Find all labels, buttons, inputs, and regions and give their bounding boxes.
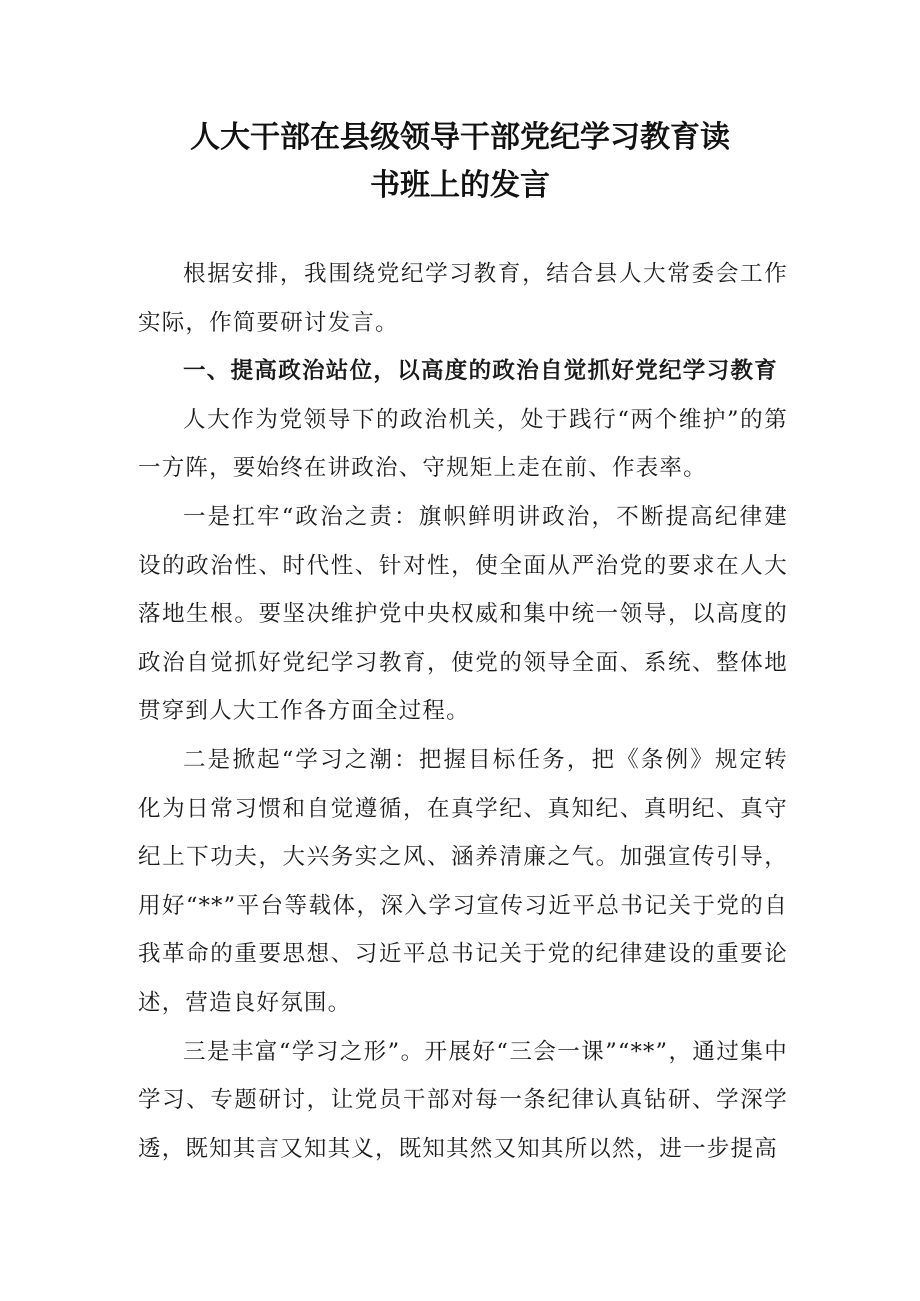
paragraph-point-2: 二是掀起“学习之潮：把握目标任务，把《条例》规定转化为日常习惯和自觉遵循，在真学纪、真知纪、真明纪、真守纪上下功夫，大兴务实之风、涵养清廉之气。加强宣传引导，用好“**”平台等载体，深入学习宣传习近平总书记关于党的自我革命的重要思想、习近平总书记关于党的纪律建设的重要论述，营造良好氛围。	[138, 746, 788, 1016]
document-body	[138, 250, 788, 1173]
paragraph-section-1-intro: 人大作为党领导下的政治机关，处于践行“两个维护”的第一方阵，要始终在讲政治、守规矩上走在前、作表率。	[138, 406, 788, 482]
document-title-line-2: 书班上的发言	[370, 168, 550, 203]
document-title-line-1: 人大干部在县级领导干部党纪学习教育读	[190, 120, 730, 155]
paragraph-point-3: 三是丰富“学习之形”。开展好“三会一课”“**”，通过集中学习、专题研讨，让党员干部对每一条纪律认真钻研、学深学透，既知其言又知其义，既知其然又知其所以然，进一步提高	[138, 1038, 788, 1162]
paragraph-point-1: 一是扛牢“政治之责：旗帜鲜明讲政治，不断提高纪律建设的政治性、时代性、针对性，使全面从严治党的要求在人大落地生根。要坚决维护党中央权威和集中统一领导，以高度的政治自觉抓好党纪学习教育，使党的领导全面、系统、整体地贯穿到人大工作各方面全过程。	[138, 503, 788, 725]
paragraph-intro: 根据安排，我围绕党纪学习教育，结合县人大常委会工作实际，作简要研讨发言。	[138, 261, 788, 336]
section-heading-1: 一、提高政治站位，以高度的政治自觉抓好党纪学习教育	[183, 358, 779, 385]
